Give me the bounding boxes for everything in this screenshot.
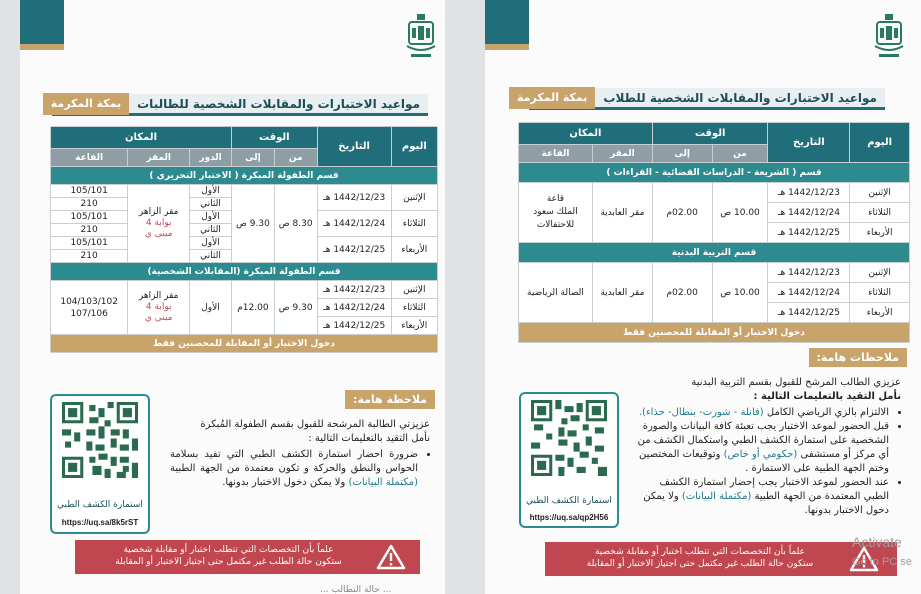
- university-logo-icon: [871, 12, 907, 62]
- day-cell: الأربعاء: [850, 303, 910, 323]
- header-day: اليوم: [391, 127, 437, 167]
- date-cell: 1442/12/23 هـ: [317, 185, 391, 211]
- from-cell: 9.30 ص: [274, 281, 317, 335]
- header-place: المكان: [519, 123, 653, 145]
- schedule-footer: دخول الاختبار أو المقابلة للمحصنين فقط: [519, 323, 910, 343]
- to-cell: 02.00م: [652, 263, 712, 323]
- qr-card: [50, 394, 150, 534]
- hq-cell: مقر العابدية: [592, 183, 652, 243]
- note-line: نأمل التقيد بالتعليمات التالية :: [308, 433, 430, 444]
- hq-cell: [128, 281, 190, 335]
- day-cell: الثلاثاء: [391, 211, 437, 237]
- note-title: ملاحظة هامة:: [345, 390, 435, 409]
- header-date: التاريخ: [768, 123, 850, 163]
- to-cell: 02.00م: [652, 183, 712, 243]
- note-line: عزيزتي الطالبة المرشحة للقبول بقسم الطفولة المُبكرة: [200, 419, 430, 430]
- schedule-footer: دخول الاختبار أو المقابلة للمحصنين فقط: [51, 335, 438, 353]
- day-cell: الأربعاء: [391, 237, 437, 263]
- warning-icon: [376, 544, 406, 570]
- female-schedule-flyer: [20, 0, 445, 594]
- day-cell: الإثنين: [391, 281, 437, 299]
- qr-link[interactable]: https://uq.sa/8k5rST: [61, 518, 139, 527]
- schedule-table: [518, 122, 910, 343]
- bullet-highlight: (مكتملة البيانات): [681, 491, 752, 502]
- bullet-text: الالتزام بالزي الرياضي الكامل: [766, 407, 889, 418]
- hq-line: بوابة 4: [145, 218, 172, 228]
- note-line: نأمل التقيد بالتعليمات التالية :: [753, 391, 901, 402]
- header-hall: القاعة: [51, 149, 128, 167]
- hall-cell: 210: [51, 224, 128, 237]
- city-badge: بمكة المكرمة: [43, 93, 129, 115]
- date-cell: 1442/12/25 هـ: [768, 303, 850, 323]
- role-cell: الأول: [190, 237, 232, 250]
- hall-cell: 105/101: [51, 211, 128, 224]
- bullet-text: عند الحضور لموعد الاختبار يجب إحضار استمارة الكشف الطبي المعتمدة من الجهة الطبية: [659, 477, 889, 502]
- date-cell: 1442/12/24 هـ: [317, 211, 391, 237]
- section-title: قسم التربية البدنية: [519, 243, 910, 263]
- hall-line: الملك سعود: [533, 207, 578, 217]
- section-title: قسم ( الشريعة - الدراسات القضائية - القراءات ): [519, 163, 910, 183]
- header-to: إلى: [652, 145, 712, 163]
- day-cell: الإثنين: [391, 185, 437, 211]
- note-line: عزيزي الطالب المرشح للقبول بقسم التربية البدنية: [691, 377, 901, 388]
- hall-line: للاحتفالات: [536, 220, 575, 230]
- schedule-table: [50, 126, 438, 353]
- schedule-title: مواعيد الاختبارات والمقابلات الشخصية للطالبات: [137, 96, 420, 111]
- watermark-line: Go to PC se: [852, 556, 912, 568]
- schedule-title-bar: [52, 94, 428, 116]
- day-cell: الثلاثاء: [850, 283, 910, 303]
- note-title: ملاحظات هامة:: [809, 348, 907, 367]
- qr-caption: استمارة الكشف الطبي: [57, 500, 143, 510]
- day-cell: الأربعاء: [391, 317, 437, 335]
- hall-cell: 105/101: [51, 185, 128, 198]
- to-cell: 9.30 ص: [232, 185, 275, 263]
- from-cell: 10.00 ص: [712, 263, 768, 323]
- date-cell: 1442/12/24 هـ: [768, 283, 850, 303]
- day-cell: الإثنين: [850, 183, 910, 203]
- corner-strip: [20, 44, 64, 50]
- date-cell: 1442/12/25 هـ: [317, 317, 391, 335]
- bullet-highlight: (حكومي أو خاص): [723, 449, 798, 460]
- hq-line: بوابة 4: [145, 302, 172, 312]
- header-from: من: [712, 145, 768, 163]
- bullet-highlight: (مكتملة البيانات): [348, 477, 418, 488]
- hall-line: 107/106: [70, 308, 108, 319]
- hq-line: مقر الزاهر: [138, 207, 179, 217]
- male-schedule-flyer: [485, 0, 921, 594]
- hall-cell: [519, 183, 593, 243]
- date-cell: 1442/12/24 هـ: [317, 299, 391, 317]
- to-cell: 12.00م: [232, 281, 275, 335]
- day-cell: الأربعاء: [850, 223, 910, 243]
- role-cell: الثاني: [190, 198, 232, 211]
- hall-cell: [51, 281, 128, 335]
- warning-banner: [545, 542, 897, 576]
- university-logo-icon: [403, 12, 439, 62]
- corner-strip: [485, 44, 529, 50]
- note-bullet: [631, 420, 889, 476]
- date-cell: 1442/12/25 هـ: [768, 223, 850, 243]
- bottom-cut-text: ... حالة التطالب ...: [320, 585, 392, 594]
- warning-line: علماً بأن التخصصات التي تتطلب اختبار أو مقابلة شخصية: [123, 545, 334, 555]
- note-body: [631, 376, 901, 518]
- date-cell: 1442/12/23 هـ: [768, 183, 850, 203]
- header-hall: القاعة: [519, 145, 593, 163]
- hq-line: مبنى ي: [144, 229, 173, 239]
- day-cell: الإثنين: [850, 263, 910, 283]
- role-cell: الأول: [190, 211, 232, 224]
- hall-line: قاعة: [546, 194, 565, 204]
- header-date: التاريخ: [317, 127, 391, 167]
- bullet-text: ولا يمكن دخول الاختبار بدونها.: [222, 477, 346, 488]
- role-cell: الأول: [190, 281, 232, 335]
- hall-line: 104/103/102: [60, 296, 118, 307]
- note-bullet: [631, 406, 889, 420]
- qr-caption: استمارة الكشف الطبي: [526, 496, 612, 506]
- hall-cell: 105/101: [51, 237, 128, 250]
- qr-link[interactable]: https://uq.sa/qp2H56: [529, 513, 609, 522]
- date-cell: 1442/12/23 هـ: [317, 281, 391, 299]
- hall-cell: 210: [51, 198, 128, 211]
- warning-line: ستكون حالة الطلب غير مكتمل حتى اجتياز الاختبار أو المقابلة: [115, 557, 342, 567]
- note-bullet: [170, 448, 418, 490]
- day-cell: الثلاثاء: [850, 203, 910, 223]
- warning-line: ستكون حالة الطلب غير مكتمل حتى اجتياز الاختبار أو المقابلة: [586, 559, 814, 569]
- role-cell: الثاني: [190, 250, 232, 263]
- hq-line: مقر الزاهر: [138, 291, 179, 301]
- date-cell: 1442/12/23 هـ: [768, 263, 850, 283]
- header-from: من: [274, 149, 317, 167]
- bullet-text: وتوقيعات المختصين وختم الجهة الطبية على الاستمارة .: [639, 449, 889, 474]
- header-place: المكان: [51, 127, 232, 149]
- note-bullet: [631, 476, 889, 518]
- header-hq: المقر: [592, 145, 652, 163]
- hq-line: مبنى ي: [144, 313, 173, 323]
- header-time: الوقت: [652, 123, 768, 145]
- qr-card: [519, 392, 619, 528]
- date-cell: 1442/12/25 هـ: [317, 237, 391, 263]
- bullet-text: قبل الحضور لموعد الاختبار يجب تعبئة كافة البيانات والصورة الشخصية على استمارة الكشف الطبي واستكمال الكشف من أي مركز أو مستشفى: [637, 421, 889, 460]
- bullet-text: ولا يمكن دخول الاختبار بدونها.: [643, 491, 889, 516]
- date-cell: 1442/12/24 هـ: [768, 203, 850, 223]
- warning-line: علماً بأن التخصصات التي تتطلب اختبار أو مقابلة شخصية: [594, 547, 806, 557]
- city-badge: بمكة المكرمة: [509, 87, 595, 109]
- from-cell: 8.30 ص: [274, 185, 317, 263]
- bullet-text: ضرورة احضار استمارة الكشف الطبي التي تفيد بسلامة الحواس والنطق والحركة و تكون معتمدة من الجهة الطبية: [170, 449, 418, 474]
- role-cell: الأول: [190, 185, 232, 198]
- watermark-line: Activate: [852, 534, 902, 550]
- header-time: الوقت: [232, 127, 318, 149]
- hq-cell: [128, 185, 190, 263]
- header-day: اليوم: [850, 123, 910, 163]
- section-title: قسم الطفولة المبكرة ( الاختبار التحريري ): [51, 167, 438, 185]
- activation-watermark: [852, 534, 912, 568]
- section-title: قسم الطفولة المبكرة (المقابلات الشخصية): [51, 263, 438, 281]
- header-to: إلى: [232, 149, 275, 167]
- schedule-title-bar: [517, 88, 885, 110]
- from-cell: 10.00 ص: [712, 183, 768, 243]
- hq-cell: مقر العابدية: [592, 263, 652, 323]
- corner-block: [485, 0, 529, 44]
- day-cell: الثلاثاء: [391, 299, 437, 317]
- bullet-highlight: (فانلة - شورت- بنطال- حذاء).: [638, 407, 764, 418]
- schedule-title: مواعيد الاختبارات والمقابلات الشخصية للطلاب: [603, 90, 877, 105]
- note-body: [170, 418, 430, 490]
- warning-banner: [75, 540, 420, 574]
- role-cell: الثاني: [190, 224, 232, 237]
- corner-block: [20, 0, 64, 44]
- header-role: الدور: [190, 149, 232, 167]
- hall-cell: الصالة الرياضية: [519, 263, 593, 323]
- qr-code-icon: [62, 402, 138, 478]
- header-hq: المقر: [128, 149, 190, 167]
- hall-cell: 210: [51, 250, 128, 263]
- qr-code-icon: [531, 400, 607, 476]
